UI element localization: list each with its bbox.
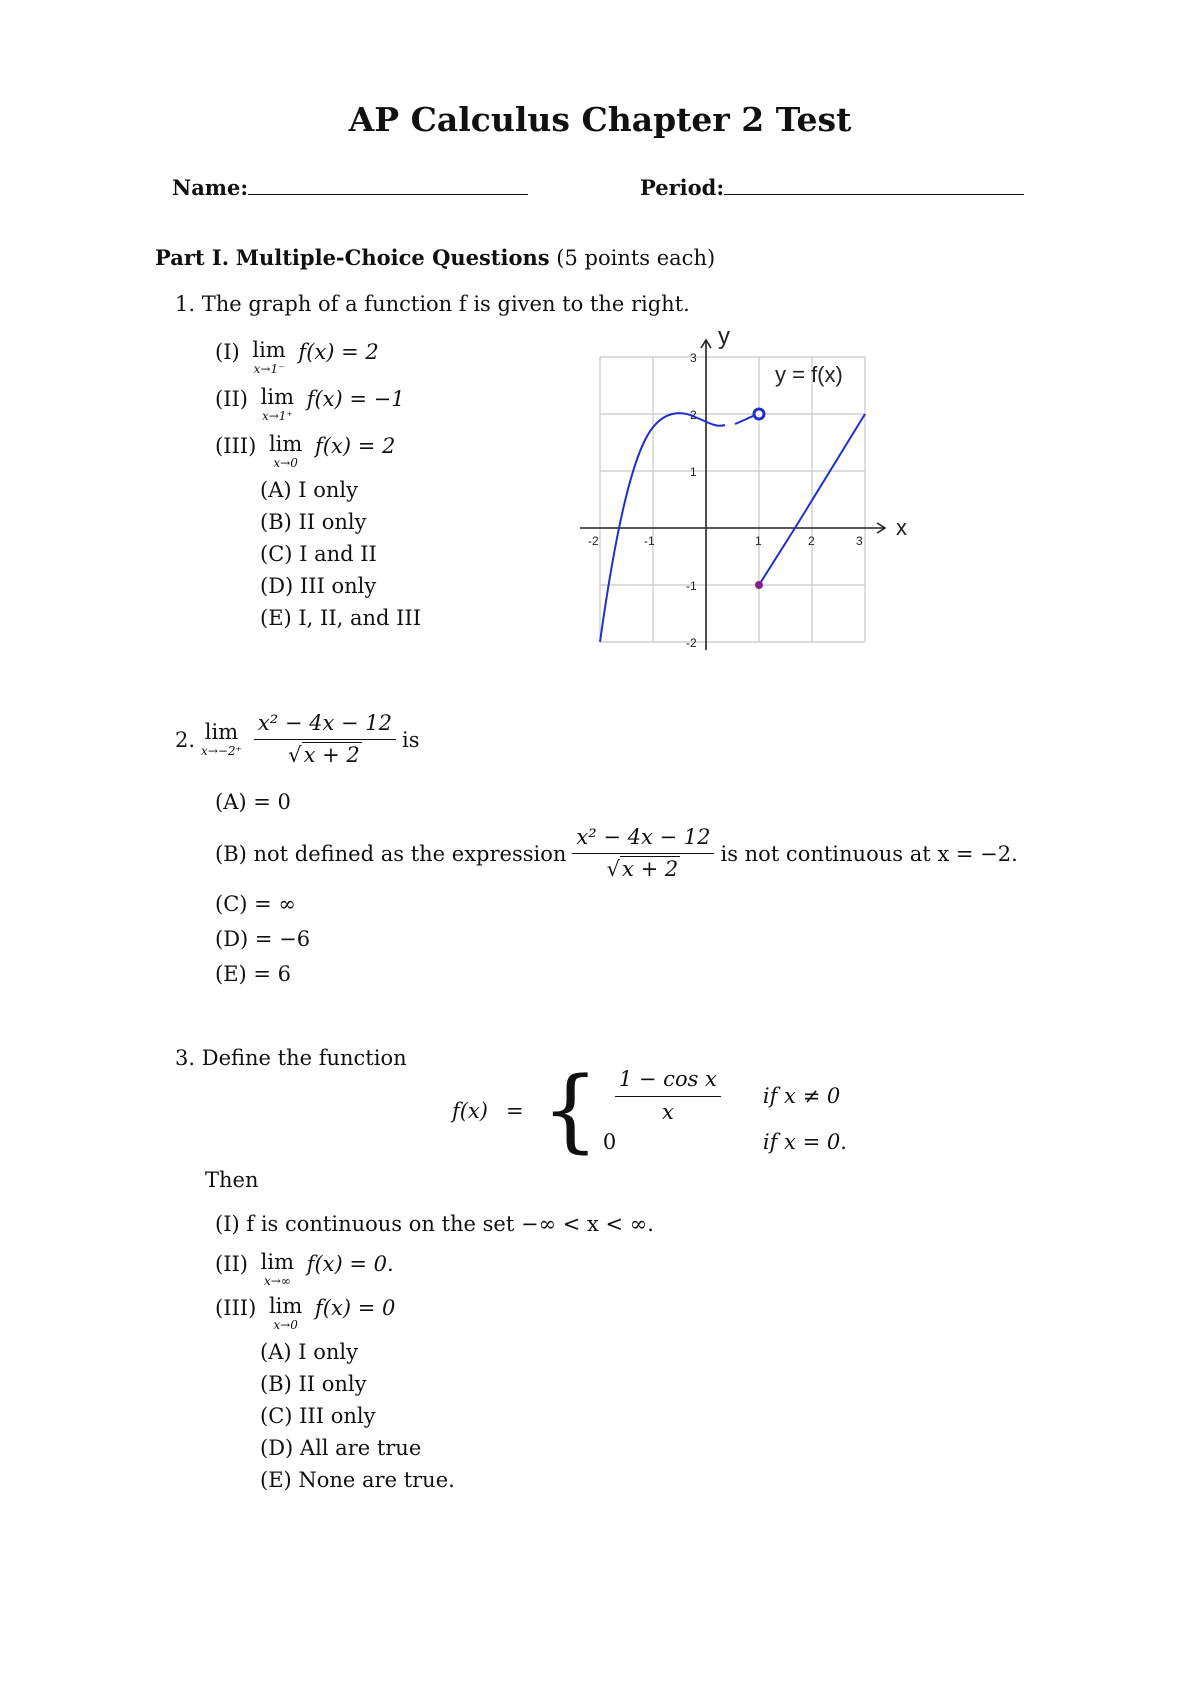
function-graph: [540, 320, 910, 650]
q2-choice-b-fraction: $\frac{\text{x² − 4x − 12}}{√x + 2}$: [572, 826, 714, 881]
q3-choice-e[interactable]: (E) None are true.: [260, 1468, 455, 1492]
q3-piecewise: f(x) = { $\frac{\text{1 − cos x}}{x}$ if x ≠ 0 0 if x = 0.: [452, 1058, 847, 1163]
period-blank[interactable]: [724, 172, 1024, 195]
q3-choice-c[interactable]: (C) III only: [260, 1404, 376, 1428]
piecewise-cases: $\frac{\text{1 − cos x}}{x}$ if x ≠ 0 0 if x = 0.: [602, 1067, 847, 1154]
name-label: Name:: [172, 175, 249, 200]
period-label: Period:: [640, 175, 725, 200]
part-title: Multiple-Choice Questions: [235, 245, 550, 270]
q3-choice-b[interactable]: (B) II only: [260, 1372, 367, 1396]
x-tick-label: 2: [808, 534, 815, 548]
name-blank[interactable]: [248, 172, 528, 195]
q2-prompt: 2. lim x→−2⁺ $\frac{\text{x² − 4x − 12}}{√x + 2}$ is: [175, 711, 420, 768]
y-tick-label: 1: [690, 465, 697, 479]
q3-statement-1: (I) f is continuous on the set −∞ < x < ∞.: [215, 1212, 654, 1236]
q2-fraction: $\frac{\text{x² − 4x − 12}}{√x + 2}$: [254, 712, 396, 767]
y-tick-label: -2: [686, 636, 697, 650]
name-field: [172, 172, 528, 200]
q2-choice-e[interactable]: (E) = 6: [215, 962, 292, 986]
q1-statement-2: (II) lim x→1⁺ f(x) = −1: [215, 385, 405, 423]
curve-middle-branch: [735, 415, 756, 424]
q1-statement-1: (I) lim x→1⁻ f(x) = 2: [215, 338, 379, 376]
q3-choice-d[interactable]: (D) All are true: [260, 1436, 422, 1460]
q3-number: 3.: [175, 1046, 196, 1070]
q3-statement-3: (III) lim x→0 f(x) = 0: [215, 1294, 396, 1332]
q2-number: 2.: [175, 727, 196, 752]
q1-choice-c[interactable]: (C) I and II: [260, 542, 377, 566]
q3-then: Then: [205, 1168, 259, 1192]
part-heading: [155, 245, 715, 270]
q2-choice-d[interactable]: (D) = −6: [215, 927, 311, 951]
x-tick-labels: [588, 534, 863, 548]
x-tick-label: -2: [588, 534, 599, 548]
q3-prompt: [175, 1046, 407, 1070]
q1-statement-3: (III) lim x→0 f(x) = 2: [215, 432, 396, 470]
period-field: [640, 172, 1024, 200]
x-tick-label: 3: [856, 534, 863, 548]
q3-text: Define the function: [201, 1046, 407, 1070]
page-title: AP Calculus Chapter 2 Test: [348, 100, 852, 139]
q2-choice-c[interactable]: (C) = ∞: [215, 892, 296, 916]
x-tick-label: 1: [755, 534, 762, 548]
q2-choice-b[interactable]: (B) not defined as the expression $\frac{\text{x² − 4x − 12}}{√x + 2}$ is not continuous at x = −2.: [215, 825, 1018, 882]
open-point: [754, 409, 764, 419]
y-tick-label: -1: [686, 579, 697, 593]
q1-choice-b[interactable]: (B) II only: [260, 510, 367, 534]
q1-text: The graph of a function f is given to the right.: [201, 292, 690, 316]
y-axis-label: y: [718, 323, 730, 350]
part-label: Part I.: [155, 245, 230, 270]
y-tick-labels: [686, 351, 697, 650]
q1-prompt: [175, 292, 690, 316]
q3-choice-a[interactable]: (A) I only: [260, 1340, 358, 1364]
graph-grid: [600, 357, 865, 642]
y-tick-label: 2: [690, 408, 697, 422]
part-points: (5 points each): [556, 246, 716, 270]
x-tick-label: -1: [644, 534, 655, 548]
closed-point: [755, 581, 763, 589]
q1-number: 1.: [175, 292, 196, 316]
q3-statement-2: (II) lim x→∞ f(x) = 0.: [215, 1250, 394, 1288]
graph-function-label: y = f(x): [775, 362, 843, 387]
q1-choice-a[interactable]: (A) I only: [260, 478, 358, 502]
left-brace: {: [541, 1058, 599, 1163]
q1-choice-e[interactable]: (E) I, II, and III: [260, 606, 422, 630]
q1-choice-d[interactable]: (D) III only: [260, 574, 377, 598]
x-axis-label: x: [896, 515, 907, 540]
y-tick-label: 3: [690, 351, 697, 365]
q2-choice-a[interactable]: (A) = 0: [215, 790, 291, 814]
